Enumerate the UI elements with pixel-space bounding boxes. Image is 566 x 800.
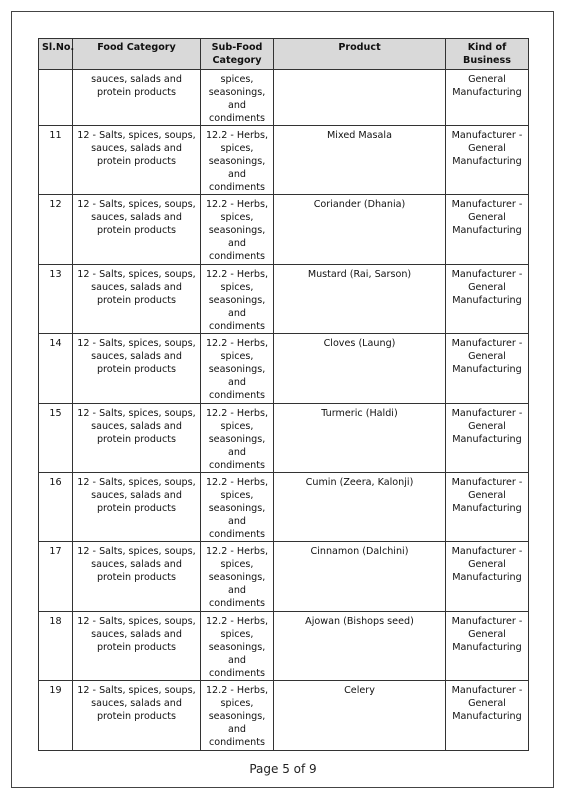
cell-kind-of-business: Manufacturer - General Manufacturing — [446, 195, 529, 264]
cell-sub-food-category: 12.2 - Herbs, spices, seasonings, and condiments — [201, 403, 274, 472]
cell-kind-of-business: Manufacturer - General Manufacturing — [446, 264, 529, 333]
table-row — [39, 542, 529, 611]
table-row — [39, 472, 529, 541]
cell-sl-no: 12 — [39, 195, 73, 264]
cell-product: Cumin (Zeera, Kalonji) — [274, 472, 446, 541]
cell-food-category: 12 - Salts, spices, soups, sauces, salads and protein products — [73, 542, 201, 611]
cell-product: Turmeric (Haldi) — [274, 403, 446, 472]
cell-sl-no — [39, 70, 73, 126]
cell-food-category: 12 - Salts, spices, soups, sauces, salads and protein products — [73, 264, 201, 333]
food-category-table — [38, 38, 529, 751]
page-number: Page 5 of 9 — [249, 762, 317, 776]
cell-product: Cinnamon (Dalchini) — [274, 542, 446, 611]
header-sub-food-category: Sub-Food Category — [201, 39, 274, 70]
cell-product: Coriander (Dhania) — [274, 195, 446, 264]
cell-product: Mustard (Rai, Sarson) — [274, 264, 446, 333]
cell-food-category: 12 - Salts, spices, soups, sauces, salads and protein products — [73, 472, 201, 541]
cell-food-category: 12 - Salts, spices, soups, sauces, salads and protein products — [73, 126, 201, 195]
table-row — [39, 126, 529, 195]
cell-sub-food-category: 12.2 - Herbs, spices, seasonings, and condiments — [201, 681, 274, 750]
cell-sub-food-category: 12.2 - Herbs, spices, seasonings, and condiments — [201, 195, 274, 264]
table-header-row — [39, 39, 529, 70]
cell-sl-no: 13 — [39, 264, 73, 333]
table-row — [39, 70, 529, 126]
cell-sub-food-category: 12.2 - Herbs, spices, seasonings, and condiments — [201, 472, 274, 541]
cell-kind-of-business: Manufacturer - General Manufacturing — [446, 126, 529, 195]
table-row — [39, 611, 529, 680]
cell-food-category: sauces, salads and protein products — [73, 70, 201, 126]
cell-sl-no: 15 — [39, 403, 73, 472]
cell-product: Mixed Masala — [274, 126, 446, 195]
cell-kind-of-business: General Manufacturing — [446, 70, 529, 126]
table-row — [39, 334, 529, 403]
cell-sl-no: 17 — [39, 542, 73, 611]
cell-kind-of-business: Manufacturer - General Manufacturing — [446, 403, 529, 472]
cell-product: Celery — [274, 681, 446, 750]
cell-kind-of-business: Manufacturer - General Manufacturing — [446, 681, 529, 750]
cell-kind-of-business: Manufacturer - General Manufacturing — [446, 334, 529, 403]
cell-food-category: 12 - Salts, spices, soups, sauces, salads and protein products — [73, 681, 201, 750]
header-sl-no: Sl.No. — [39, 39, 73, 70]
cell-sl-no: 18 — [39, 611, 73, 680]
cell-kind-of-business: Manufacturer - General Manufacturing — [446, 611, 529, 680]
cell-kind-of-business: Manufacturer - General Manufacturing — [446, 542, 529, 611]
table-row — [39, 681, 529, 750]
table-row — [39, 195, 529, 264]
cell-sub-food-category: 12.2 - Herbs, spices, seasonings, and condiments — [201, 611, 274, 680]
table-row — [39, 403, 529, 472]
cell-food-category: 12 - Salts, spices, soups, sauces, salads and protein products — [73, 611, 201, 680]
cell-sl-no: 19 — [39, 681, 73, 750]
table-row — [39, 264, 529, 333]
cell-sl-no: 16 — [39, 472, 73, 541]
cell-sub-food-category: 12.2 - Herbs, spices, seasonings, and condiments — [201, 264, 274, 333]
cell-product: Cloves (Laung) — [274, 334, 446, 403]
cell-food-category: 12 - Salts, spices, soups, sauces, salads and protein products — [73, 195, 201, 264]
cell-product — [274, 70, 446, 126]
header-food-category: Food Category — [73, 39, 201, 70]
cell-food-category: 12 - Salts, spices, soups, sauces, salads and protein products — [73, 403, 201, 472]
header-kind-of-business: Kind of Business — [446, 39, 529, 70]
header-product: Product — [274, 39, 446, 70]
cell-food-category: 12 - Salts, spices, soups, sauces, salads and protein products — [73, 334, 201, 403]
cell-kind-of-business: Manufacturer - General Manufacturing — [446, 472, 529, 541]
cell-sub-food-category: spices, seasonings, and condiments — [201, 70, 274, 126]
cell-product: Ajowan (Bishops seed) — [274, 611, 446, 680]
cell-sl-no: 11 — [39, 126, 73, 195]
cell-sub-food-category: 12.2 - Herbs, spices, seasonings, and condiments — [201, 542, 274, 611]
cell-sub-food-category: 12.2 - Herbs, spices, seasonings, and condiments — [201, 334, 274, 403]
cell-sl-no: 14 — [39, 334, 73, 403]
cell-sub-food-category: 12.2 - Herbs, spices, seasonings, and condiments — [201, 126, 274, 195]
